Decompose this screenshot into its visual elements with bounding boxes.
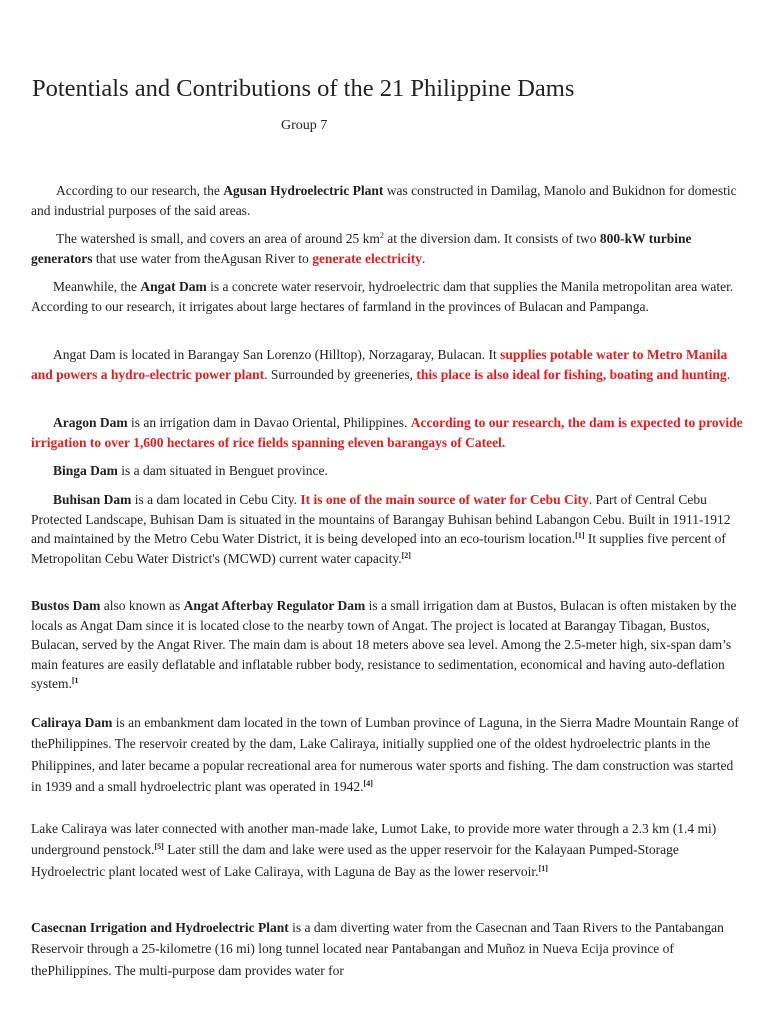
lake-caliraya-text-2: Later still the dam and lake were used as the upper reservoir for the Kalayaan Pumped-Storage Hydroelectric plant located west of Lake Caliraya, with Laguna de Bay as the lower reservoir. xyxy=(31,842,679,879)
aragon-text-1: is an irrigation dam in Davao Oriental, Philippines. xyxy=(127,415,411,430)
bustos-text-1: also known as xyxy=(100,598,184,613)
angat-text-2: is a concrete water reservoir, hydroelectric dam that supplies the Manila metropolitan area water. According to our research, it irrigates about large hectares of farmland in the provinces of Bulacan and Pampanga. xyxy=(31,279,734,314)
angat-location-text-2: . Surrounded by greeneries, xyxy=(264,366,417,382)
bustos-text-2: is a small irrigation dam at Bustos, Bulacan is often mistaken by the locals as Angat Dam since it is located close to the nearby town of Angat. The project is located at Barangay Tibagan, Bustos, Bulacan, served by the Angat River. The main dam is about 18 meters above sea level. Among the 2.5-meter high, six-span dam’s main features are easily deflatable and inflatable rubber body, resistance to sedimentation, economical and having auto-deflation system. xyxy=(31,598,737,691)
citation-1[interactable]: [1 xyxy=(71,676,79,685)
buhisan-dam-name: Buhisan Dam xyxy=(53,492,132,507)
paragraph-buhisan xyxy=(31,490,747,568)
citation-5[interactable]: [5] xyxy=(154,842,164,852)
buhisan-text-1: is a dam located in Cebu City. xyxy=(131,492,301,507)
paragraph-angat-location xyxy=(31,345,747,384)
paragraph-caliraya xyxy=(31,712,747,797)
generate-electricity-highlight: generate electricity xyxy=(312,250,422,266)
binga-dam-name: Binga Dam xyxy=(53,463,118,478)
paragraph-lake-caliraya xyxy=(31,818,747,882)
buhisan-water-source-highlight: It is one of the main source of water for Cebu City xyxy=(300,492,589,507)
bustos-dam-name: Bustos Dam xyxy=(31,598,101,613)
paragraph-binga xyxy=(31,461,747,481)
casecnan-plant-name: Casecnan Irrigation and Hydroelectric Plant xyxy=(31,920,289,935)
caliraya-dam-name: Caliraya Dam xyxy=(31,715,113,730)
angat-dam-name: Angat Dam xyxy=(140,279,207,294)
casecnan-text-1: is a dam diverting water from the Casecnan and Taan Rivers to the Pantabangan Reservoir through a 25-kilometre (16 mi) long tunnel located near Pantabangan and Muñoz in Nueva Ecija province of thePhilippines. The multi-purpose dam provides water for xyxy=(31,920,724,978)
agusan-text-2: was constructed in Damilag, Manolo and Bukidnon for domestic and industrial purposes of the said areas. xyxy=(31,183,737,218)
paragraph-agusan xyxy=(31,181,747,220)
buhisan-text-2: . Part of Central Cebu Protected Landscape, Buhisan Dam is situated in the mountains of Barangay Buhisan behind Labangon Cebu. Built in 1911-1912 and maintained by the Metro Cebu Water District, it is being developed into an eco-tourism location. xyxy=(31,492,731,546)
citation-1[interactable]: [1] xyxy=(538,863,548,873)
angat-text-1: Meanwhile, the xyxy=(53,279,141,294)
ideal-for-fishing-highlight: this place is also ideal for fishing, boating and hunting xyxy=(416,366,727,382)
aragon-dam-name: Aragon Dam xyxy=(53,415,128,430)
angat-afterbay-name: Angat Afterbay Regulator Dam xyxy=(183,598,366,613)
citation-4[interactable]: [4] xyxy=(363,778,373,788)
aragon-irrigation-highlight: According to our research, the dam is expected to provide irrigation to over 1,600 hectares of rice fields spanning eleven barangays of Cateel. xyxy=(31,415,743,450)
watershed-text-3: that use water from theAgusan River to xyxy=(92,250,313,266)
watershed-text-4: . xyxy=(422,250,426,266)
turbine-generators: 800-kW turbine generators xyxy=(31,231,692,266)
citation-2[interactable]: [2] xyxy=(401,550,411,560)
watershed-text-1: The watershed is small, and covers an area of around 25 km xyxy=(56,231,380,246)
binga-text-1: is a dam situated in Benguet province. xyxy=(117,463,328,478)
potable-water-highlight: supplies potable water to Metro Manila and powers a hydro-electric power plant xyxy=(31,347,728,382)
paragraph-aragon xyxy=(31,413,747,452)
buhisan-text-3: It supplies five percent of Metropolitan Cebu Water District's (MCWD) current water capacity. xyxy=(31,531,726,566)
document-title: Potentials and Contributions of the 21 Philippine Dams xyxy=(32,75,575,102)
angat-location-text-3: . xyxy=(726,366,731,382)
paragraph-bustos xyxy=(31,596,747,694)
paragraph-watershed xyxy=(31,229,747,268)
angat-location-text-1: Angat Dam is located in Barangay San Lorenzo (Hilltop), Norzagaray, Bulacan. It xyxy=(53,347,501,362)
paragraph-casecnan xyxy=(31,917,747,981)
superscript-2: 2 xyxy=(379,231,384,240)
paragraph-angat xyxy=(31,277,747,316)
citation-1[interactable]: [1] xyxy=(575,531,585,540)
group-label: Group 7 xyxy=(281,118,328,133)
agusan-plant-name: Agusan Hydroelectric Plant xyxy=(223,183,384,198)
agusan-text-1: According to our research, the xyxy=(56,183,224,198)
caliraya-text-1: is an embankment dam located in the town of Lumban province of Laguna, in the Sierra Madre Mountain Range of thePhilippines. The reservoir created by the dam, Lake Caliraya, initially supplied one of the oldest hydroelectric plants in the Philippines, and later became a popular recreational area for numerous water sports and fishing. The dam construction was started in 1939 and a small hydroelectric plant was operated in 1942. xyxy=(31,715,739,794)
lake-caliraya-text-1: Lake Caliraya was later connected with another man-made lake, Lumot Lake, to provide more water through a 2.3 km (1.4 mi) underground penstock. xyxy=(31,821,717,858)
watershed-text-2: at the diversion dam. It consists of two xyxy=(383,231,600,246)
